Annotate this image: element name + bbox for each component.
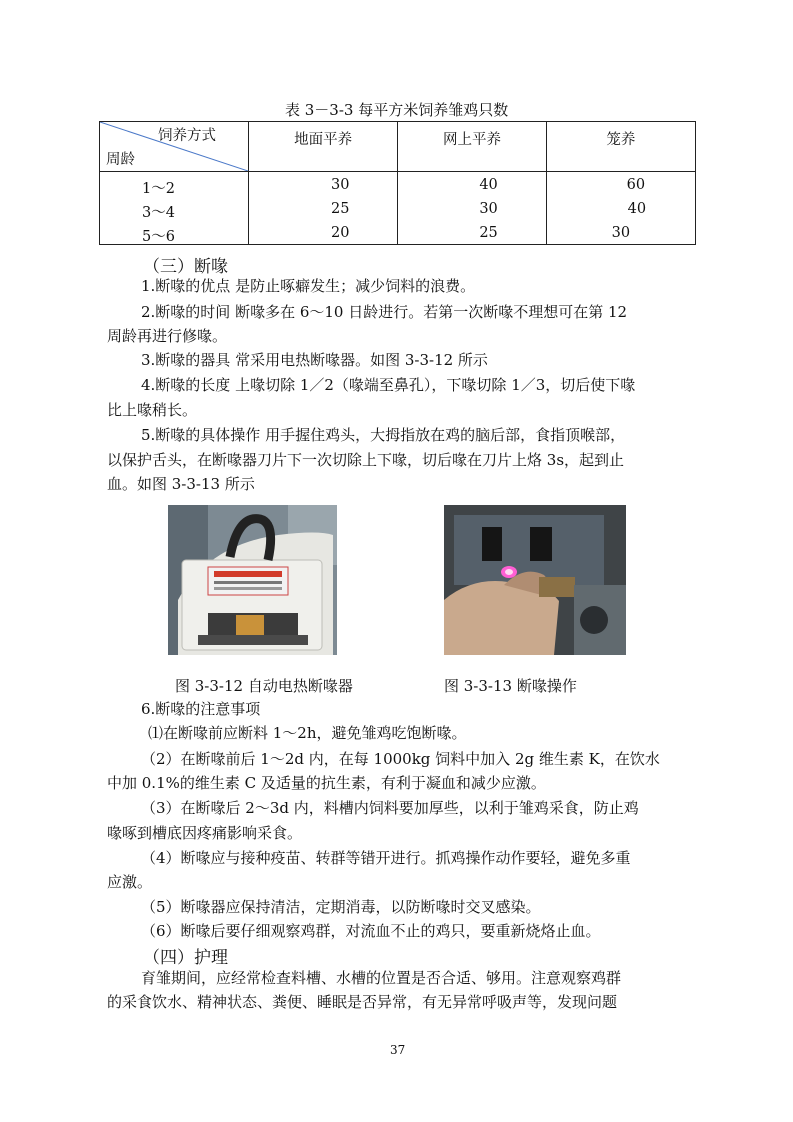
paragraph: 1.断喙的优点 是防止啄癖发生；减少饲料的浪费。: [141, 277, 476, 295]
note-item: （5）断喙器应保持清洁，定期消毒，以防断喙时交叉感染。: [141, 898, 541, 916]
note-item: ⑴在断喙前应断料 1～2h，避免雏鸡吃饱断喙。: [148, 724, 467, 742]
paragraph: 4.断喙的长度 上喙切除 1／2（喙端至鼻孔），下喙切除 1／3，切后使下喙: [141, 376, 636, 394]
figure-caption-3-3-13: 图 3-3-13 断喙操作: [444, 677, 577, 695]
photo-electric-beak-trimmer: [168, 505, 337, 655]
paragraph: 的采食饮水、精神状态、粪便、睡眠是否异常，有无异常呼吸声等，发现问题: [107, 993, 618, 1011]
row-age: 3～4: [142, 205, 175, 221]
cell-value: 30: [331, 177, 350, 193]
cell-value: 30: [611, 225, 631, 241]
paragraph: 周龄再进行修喙。: [107, 327, 228, 345]
cell-value: 20: [331, 225, 350, 241]
beak-trimmer-illustration: [168, 505, 337, 655]
figure-caption-3-3-12: 图 3-3-12 自动电热断喙器: [175, 677, 353, 695]
col-header-cage: 笼养: [546, 122, 695, 172]
corner-week-age: 周龄: [106, 152, 135, 168]
table-corner-cell: [100, 122, 249, 172]
section-heading-beak-trimming: （三）断喙: [143, 257, 228, 277]
paragraph: 育雏期间，应经常检查料槽、水槽的位置是否合适、够用。注意观察鸡群: [141, 969, 622, 987]
paragraph: 2.断喙的时间 断喙多在 6～10 日龄进行。若第一次断喙不理想可在第 12: [141, 303, 628, 321]
photo-beak-trimming-operation: [444, 505, 626, 655]
age-column: [100, 172, 249, 245]
row-age: 5～6: [142, 229, 175, 245]
paragraph: 血。如图 3-3-13 所示: [107, 475, 255, 493]
chick-density-table: [99, 121, 696, 245]
cell-value: 25: [479, 225, 498, 241]
cell-value: 30: [479, 201, 498, 217]
floor-column: [249, 172, 398, 245]
note-item: （2）在断喙前后 1～2d 内，在每 1000kg 饲料中加入 2g 维生素 K，在饮水: [141, 750, 660, 768]
note-item: 应激。: [107, 873, 153, 891]
table-title: 表 3－3-3 每平方米饲养雏鸡只数: [285, 101, 509, 119]
cell-value: 25: [331, 201, 350, 217]
page-number: 37: [390, 1043, 406, 1057]
section-heading-care: （四）护理: [143, 948, 228, 968]
cell-value: 60: [626, 177, 646, 193]
corner-feeding-method: 饲养方式: [158, 128, 216, 144]
note-item: （4）断喙应与接种疫苗、转群等错开进行。抓鸡操作动作要轻，避免多重: [141, 849, 631, 867]
paragraph: 5.断喙的具体操作 用手握住鸡头，大拇指放在鸡的脑后部，食指顶喉部，: [141, 426, 626, 444]
net-column: [398, 172, 546, 245]
paragraph: 比上喙稍长。: [107, 401, 198, 419]
paragraph: 3.断喙的器具 常采用电热断喙器。如图 3-3-12 所示: [141, 351, 488, 369]
trimming-operation-illustration: [444, 505, 626, 655]
paragraph: 以保护舌头，在断喙器刀片下一次切除上下喙，切后喙在刀片上烙 3s，起到止: [107, 451, 625, 469]
note-item: （6）断喙后要仔细观察鸡群，对流血不止的鸡只，要重新烧烙止血。: [141, 922, 601, 940]
note-item: 中加 0.1%的维生素 C 及适量的抗生素，有利于凝血和减少应激。: [107, 774, 546, 792]
cage-column: [546, 172, 695, 245]
col-header-floor: 地面平养: [249, 122, 398, 172]
cell-value: 40: [627, 201, 647, 217]
row-age: 1～2: [142, 181, 175, 197]
note-item: （3）在断喙后 2～3d 内，料槽内饲料要加厚些，以利于雏鸡采食，防止鸡: [141, 799, 639, 817]
note-item: 喙啄到槽底因疼痛影响采食。: [107, 824, 303, 842]
cell-value: 40: [479, 177, 498, 193]
notes-heading: 6.断喙的注意事项: [141, 700, 261, 718]
col-header-net: 网上平养: [398, 122, 546, 172]
